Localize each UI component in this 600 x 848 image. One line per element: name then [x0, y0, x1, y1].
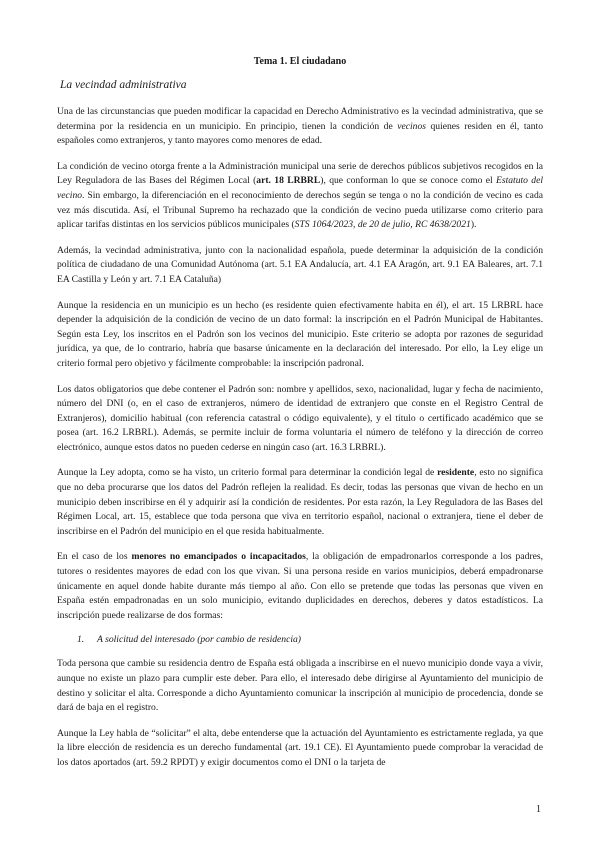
- paragraphs-block: [57, 105, 543, 623]
- section-heading: La vecindad administrativa: [60, 79, 187, 91]
- text-run: ), que conforman lo que se conoce como el: [320, 175, 496, 187]
- paragraph: [57, 299, 543, 372]
- text-run: Los datos obligatorios que debe contener el Padrón son: nombre y apellidos, sexo, nacionalidad, lugar y fecha de nacimiento, número del DNI (o, en el caso de extranjeros, número de identidad de extranjero que conste en el Registro Central de Extranjeros), domicilio habitual (con referencia catastral o código equivalente), y el título o certificado académico que se posea (art. 16.2 LRBRL). Además, se permite incluir de forma voluntaria el número de teléfono y la dirección de correo electrónico, aunque estos datos no pueden cederse en ningún caso (art. 16.3 LRBRL).: [57, 383, 543, 453]
- text-run: , la obligación de empadronarlos corresponde a los padres, tutores o residentes mayores de edad con los que vivan. Si una persona reside en varios municipios, deberá empadronarse únicamente en aquel donde habite durante más tiempo al año. Con ello se pretende que todas las personas que viven en España estén empadronadas en un solo municipio, evitando duplicidades en derechos, deberes y datos estadísticos. La inscripción puede realizarse de dos formas:: [57, 551, 543, 621]
- text-run: La condición de vecino otorga frente a la Administración municipal una serie de derechos públicos subjetivos recogidos en la Ley Reguladora de las Bases del Régimen Local (: [57, 160, 543, 187]
- text-run: Aunque la Ley habla de “solicitar” el alta, debe entenderse que la actuación del Ayuntamiento es estrictamente reglada, ya que la libre elección de residencia es un derecho fundamental (art. 19.1 CE). El Ayuntamiento puede comprobar la veracidad de los datos aportados (art. 59.2 RPDT) y exigir documentos como el DNI o la tarjeta de: [57, 727, 543, 768]
- bold-text: menores no emancipados o incapacitados: [131, 551, 306, 563]
- paragraph: [57, 550, 543, 623]
- subsection-text: A solicitud del interesado (por cambio de residencia): [97, 634, 302, 646]
- text-run: , esto no significa que no deba procurarse que los datos del Padrón reflejen la realidad. Es decir, todas las personas que vivan de hecho en un municipio deben inscribirse en él y adquirir así la condición de residentes. Por esta razón, la Ley Reguladora de las Bases del Régimen Local, art. 15, establece que toda persona que viva en territorio español, nacional o extranjera, tiene el deber de inscribirse en el Padrón del municipio en el que resida habitualmente.: [57, 467, 543, 537]
- page-title: Tema 1. El ciudadano: [253, 56, 347, 67]
- text-run: . Sin embargo, la diferenciación en el reconocimiento de derechos según se tenga o no la condición de vecino es cada vez más discutida. Así, el Tribunal Supremo ha rechazado que la condición de vecino pueda utilizarse como criterio para aplicar tarifas distintas en los servicios públicos municipales (: [57, 189, 543, 231]
- paragraph: [57, 244, 543, 288]
- paragraph: [57, 466, 543, 539]
- bold-text: residente: [437, 467, 475, 479]
- page-number: 1: [536, 804, 541, 815]
- paragraph: [57, 383, 543, 456]
- text-run: Además, la vecindad administrativa, junto con la nacionalidad española, puede determinar la adquisición de la condición política de ciudadano de una Comunidad Autónoma (art. 5.1 EA Andalucía, art. 4.1 EA Aragón, art. 9.1 EA Baleares, art. 7.1 EA Castilla y León y art. 7.1 EA Cataluña): [57, 244, 543, 285]
- paragraph: [57, 105, 543, 149]
- text-run: Toda persona que cambie su residencia dentro de España está obligada a inscribirse en el nuevo municipio donde vaya a vivir, aunque no existe un plazo para cumplir este deber. Para ello, el interesado debe dirigirse al Ayuntamiento del municipio de destino y solicitar el alta. Corresponde a dicho Ayuntamiento comunicar la inscripción al municipio de procedencia, donde se dará de baja en el registro.: [57, 658, 543, 714]
- paragraph: [57, 727, 543, 771]
- italic-text: Estatuto del vecino: [57, 175, 544, 201]
- paragraphs-after-block: [57, 657, 543, 770]
- bold-text: art. 18 LRBRL: [256, 175, 321, 187]
- paragraph: [57, 657, 543, 715]
- subsection-heading: [77, 634, 543, 645]
- text-run: Aunque la residencia en un municipio es un hecho (es residente quien efectivamente habita en él), el art. 15 LRBRL hace depender la adquisición de la condición de vecino de un dato formal: la inscripción en el Padrón Municipal de Habitantes. Según esta Ley, los inscritos en el Padrón son los vecinos del municipio. Este criterio se adopta por razones de seguridad jurídica, ya que, de lo contrario, habría que basarse únicamente en la declaración del interesado. Por ello, la Ley elige un criterio formal pero objetivo y fácilmente comprobable: la inscripción padronal.: [57, 299, 543, 369]
- text-run: En el caso de los: [57, 551, 132, 563]
- text-run: Aunque la Ley adopta, como se ha visto, un criterio formal para determinar la condición legal de: [57, 467, 438, 479]
- text-run: Una de las circunstancias que pueden modificar la capacidad en Derecho Administrativo es la vecindad administrativa, que se determina por la residencia en un municipio. En principio, tienen la condición de: [57, 106, 543, 132]
- italic-text: STS 1064/2023, de 20 de julio, RC 4638/2021: [294, 219, 471, 231]
- text-run: ).: [470, 219, 477, 231]
- paragraph: [57, 160, 543, 233]
- italic-text: vecinos: [397, 120, 426, 132]
- text-run: quienes residen en él, tanto españoles como extranjeros, y tanto mayores como menores de edad.: [57, 120, 543, 147]
- subsection-number: 1.: [77, 634, 85, 646]
- document-page: [57, 56, 543, 782]
